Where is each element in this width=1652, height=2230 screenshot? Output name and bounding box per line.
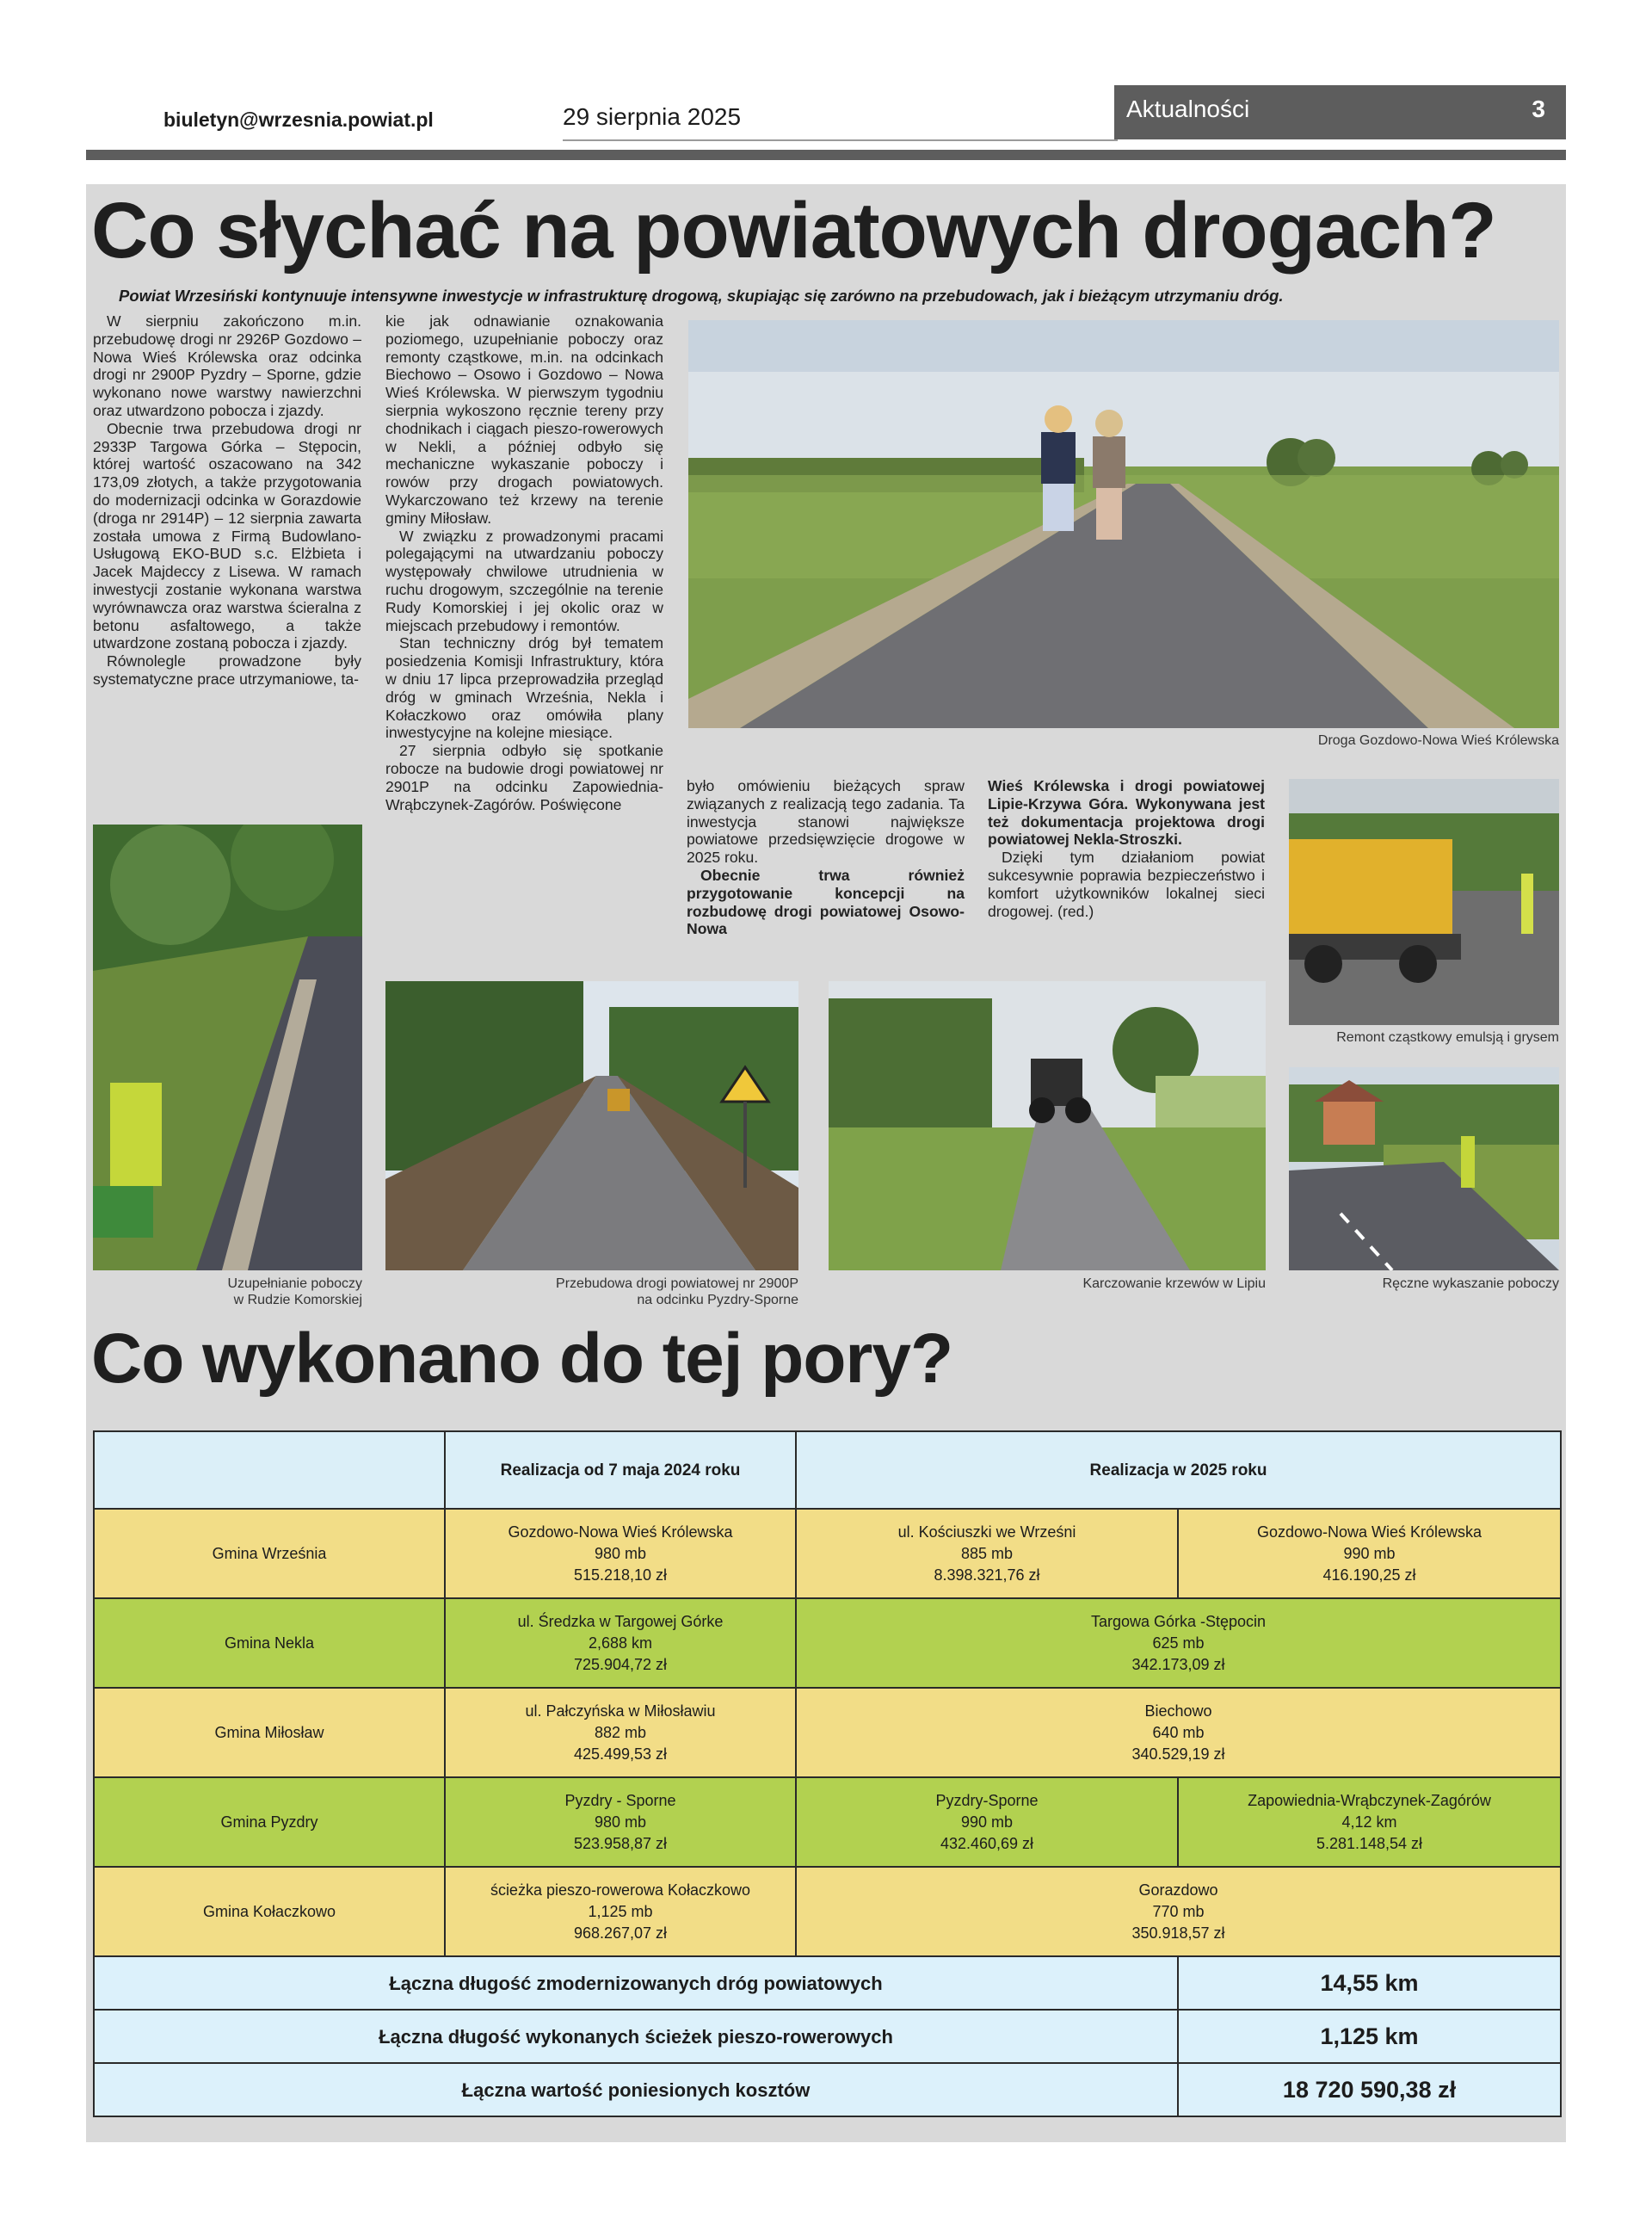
roads-summary-table: [93, 1430, 1560, 2117]
caption-line: Uzupełnianie poboczy: [227, 1276, 362, 1291]
caption-emulsion: Remont cząstkowy emulsją i grysem: [1336, 1030, 1559, 1045]
cell-2025: [796, 1777, 1178, 1867]
section-name: Aktualności: [1126, 96, 1250, 122]
caption-mowing: Ręczne wykaszanie poboczy: [1382, 1276, 1559, 1291]
cell-2025: [796, 1598, 1561, 1688]
cell-line: 523.958,87 zł: [573, 1834, 668, 1852]
caption-shoulder: [93, 1276, 362, 1308]
summary-label: Łączna długość zmodernizowanych dróg powiatowych: [94, 1956, 1178, 2010]
cell-line: ul. Pałczyńska w Miłosławiu: [525, 1702, 716, 1720]
cell-line: 350.918,57 zł: [1131, 1924, 1225, 1942]
cell-2025: [796, 1688, 1561, 1777]
table-header-2024: Realizacja od 7 maja 2024 roku: [445, 1431, 796, 1509]
article-column-1: [93, 312, 361, 689]
paragraph: Dzięki tym działaniom powiat sukcesywnie poprawia bezpieczeństwo i komfort użytkowników lokalnej sieci drogowej. (red.): [988, 849, 1265, 920]
cell-2024: [445, 1509, 796, 1598]
cell-line: Biechowo: [1144, 1702, 1212, 1720]
paragraph: Wieś Królewska i drogi powiatowej Lipie-Krzywa Góra. Wykonywana jest też dokumentacja projektowa drogi powiatowej Nekla-Stroszki.: [988, 777, 1265, 849]
cell-line: 342.173,09 zł: [1131, 1655, 1225, 1673]
caption-line: na odcinku Pyzdry-Sporne: [637, 1293, 798, 1307]
paragraph: Stan techniczny dróg był tematem posiedzenia Komisji Infrastruktury, która w dniu 17 lipca przeprowadziła przegląd dróg w gminach Września, Nekla i Kołaczkowo oraz omówiła plany inwestycyjne na kolejne miesiące.: [385, 634, 663, 742]
caption-main-photo: Droga Gozdowo-Nowa Wieś Królewska: [1317, 733, 1559, 748]
table-header-2025: Realizacja w 2025 roku: [796, 1431, 1561, 1509]
cell-line: 416.190,25 zł: [1322, 1566, 1416, 1584]
caption-shrubs: Karczowanie krzewów w Lipiu: [1082, 1276, 1266, 1291]
summary-value: 1,125 km: [1178, 2010, 1561, 2063]
photo-shrub-clearing: [829, 981, 1266, 1270]
cell-line: 968.267,07 zł: [573, 1924, 668, 1942]
paragraph: W związku z prowadzonymi pracami polegającymi na utwardzaniu poboczy występowały chwilowe utrudnienia w ruchu drogowym, szczególnie na terenie Rudy Komorskiej i jej okolic oraz w miejscach przebudowy i remontów.: [385, 527, 663, 634]
cell-line: 725.904,72 zł: [573, 1655, 668, 1673]
cell-line: 882 mb: [594, 1723, 647, 1741]
cell-2024: [445, 1867, 796, 1956]
paragraph: W sierpniu zakończono m.in. przebudowę drogi nr 2926P Gozdowo – Nowa Wieś Królewska oraz odcinka drogi nr 2900P Pyzdry – Sporne, gdzie wykonano nowe warstwy nawierzchni oraz utwardzono pobocza i zjazdy.: [93, 312, 361, 419]
cell-line: 340.529,19 zł: [1131, 1745, 1225, 1763]
cell-line: Gorazdowo: [1138, 1881, 1218, 1899]
cell-line: 1,125 mb: [588, 1902, 653, 1920]
cell-line: 885 mb: [960, 1544, 1014, 1562]
summary-label: Łączna wartość poniesionych kosztów: [94, 2063, 1178, 2116]
photo-emulsion-repair: [1289, 779, 1559, 1025]
page-number: 3: [1532, 96, 1545, 122]
cell-2025: [1178, 1777, 1561, 1867]
cell-line: Pyzdry-Sporne: [935, 1791, 1039, 1809]
table-row: [94, 1867, 1561, 1956]
cell-line: ścieżka pieszo-rowerowa Kołaczkowo: [490, 1881, 751, 1899]
cell-2025: [796, 1509, 1178, 1598]
caption-line: w Rudzie Komorskiej: [233, 1293, 362, 1307]
table-row: [94, 1688, 1561, 1777]
header-divider-bar: [86, 150, 1566, 160]
cell-line: 515.218,10 zł: [573, 1566, 668, 1584]
cell-line: Gozdowo-Nowa Wieś Królewska: [508, 1523, 733, 1541]
gmina-cell: Gmina Miłosław: [94, 1688, 445, 1777]
caption-line: Przebudowa drogi powiatowej nr 2900P: [556, 1276, 798, 1291]
gmina-cell: Gmina Kołaczkowo: [94, 1867, 445, 1956]
cell-line: 8.398.321,76 zł: [934, 1566, 1040, 1584]
header-email[interactable]: biuletyn@wrzesnia.powiat.pl: [163, 108, 434, 131]
issue-date: 29 sierpnia 2025: [563, 103, 742, 130]
cell-line: 4,12 km: [1341, 1813, 1397, 1831]
cell-line: ul. Średzka w Targowej Górke: [517, 1612, 724, 1630]
photo-rebuild-2900P: [385, 981, 798, 1270]
cell-2024: [445, 1777, 796, 1867]
paragraph: kie jak odnawianie oznakowania poziomego, uzupełnianie poboczy oraz remonty cząstkowe, m.in. na odcinkach Biechowo – Osowo i Gozdowo – Nowa Wieś Królewska. W pierwszym tygodniu sierpnia wykoszono ręcznie tereny przy chodnikach i ciągach pieszo-rowerowych w Nekli, a później odbyło się mechaniczne wykaszanie poboczy i rowów przy drogach powiatowych. Wykarczowano też krzewy na terenie gminy Miłosław.: [385, 312, 663, 527]
caption-rebuild: [385, 1276, 798, 1308]
paragraph: Obecnie trwa również przygotowanie koncepcji na rozbudowę drogi powiatowej Osowo-Nowa: [687, 866, 965, 938]
article-column-2: [385, 312, 663, 813]
date-underline: [563, 139, 1118, 141]
table-row: [94, 1598, 1561, 1688]
cell-line: 2,688 km: [588, 1634, 653, 1652]
cell-2025: [1178, 1509, 1561, 1598]
table-section-title: Co wykonano do tej pory?: [91, 1319, 953, 1398]
summary-row: [94, 2063, 1561, 2116]
summary-label: Łączna długość wykonanych ścieżek pieszo-rowerowych: [94, 2010, 1178, 2063]
summary-row: [94, 2010, 1561, 2063]
cell-line: 990 mb: [960, 1813, 1014, 1831]
cell-line: 980 mb: [594, 1813, 647, 1831]
table-row: [94, 1777, 1561, 1867]
article-column-3: [687, 777, 965, 938]
cell-line: 425.499,53 zł: [573, 1745, 668, 1763]
cell-line: Gozdowo-Nowa Wieś Królewska: [1256, 1523, 1482, 1541]
cell-line: 980 mb: [594, 1544, 647, 1562]
paragraph: Równolegle prowadzone były systematyczne prace utrzymaniowe, ta-: [93, 652, 361, 688]
table-row: [94, 1509, 1561, 1598]
cell-2025: [796, 1867, 1561, 1956]
photo-main-road-gozdowo: [688, 320, 1559, 728]
cell-line: 640 mb: [1152, 1723, 1205, 1741]
article-title: Co słychać na powiatowych drogach?: [91, 187, 1496, 275]
summary-row: [94, 1956, 1561, 2010]
summary-value: 14,55 km: [1178, 1956, 1561, 2010]
table-header-empty: [94, 1431, 445, 1509]
paragraph: 27 sierpnia odbyło się spotkanie robocze na budowie drogi powiatowej nr 2901P na odcinku Zapowiednia-Wrąbczynek-Zagórów. Poświęcone: [385, 742, 663, 813]
cell-2024: [445, 1688, 796, 1777]
summary-value: 18 720 590,38 zł: [1178, 2063, 1561, 2116]
gmina-cell: Gmina Września: [94, 1509, 445, 1598]
paragraph: było omówieniu bieżących spraw związanych z realizacją tego zadania. Ta inwestycja stanowi największe powiatowe przedsięwzięcie drogowe w 2025 roku.: [687, 777, 965, 867]
cell-line: ul. Kościuszki we Wrześni: [897, 1523, 1076, 1541]
article-lead: Powiat Wrzesiński kontynuuje intensywne inwestycje w infrastrukturę drogową, skupiając się zarówno na przebudowach, jak i bieżącym utrzymaniu dróg.: [119, 287, 1284, 305]
cell-line: 990 mb: [1343, 1544, 1396, 1562]
article-column-4: [988, 777, 1265, 920]
cell-line: 625 mb: [1152, 1634, 1205, 1652]
cell-line: 432.460,69 zł: [940, 1834, 1034, 1852]
cell-line: Zapowiednia-Wrąbczynek-Zagórów: [1248, 1791, 1491, 1809]
gmina-cell: Gmina Pyzdry: [94, 1777, 445, 1867]
photo-shoulder-filling: [93, 825, 362, 1270]
cell-line: 770 mb: [1152, 1902, 1205, 1920]
photo-hand-mowing: [1289, 1067, 1559, 1270]
cell-line: 5.281.148,54 zł: [1316, 1834, 1423, 1852]
section-header-box: [1114, 85, 1566, 139]
paragraph: Obecnie trwa przebudowa drogi nr 2933P Targowa Górka – Stępocin, której wartość oszacowano na 342 173,09 złotych, a także przygotowania do modernizacji odcinka w Gorazdowie (droga nr 2914P) – 12 sierpnia zawarta została umowa z Firmą Budowlano-Usługową EKO-BUD s.c. Elżbieta i Jacek Majdeccy z Lisewa. W ramach inwestycji zostanie wykonana warstwa wyrównawcza oraz warstwa ścieralna z betonu asfaltowego, a także utwardzone zostaną pobocza i zjazdy.: [93, 419, 361, 652]
cell-2024: [445, 1598, 796, 1688]
gmina-cell: Gmina Nekla: [94, 1598, 445, 1688]
cell-line: Pyzdry - Sporne: [564, 1791, 676, 1809]
cell-line: Targowa Górka -Stępocin: [1090, 1612, 1267, 1630]
